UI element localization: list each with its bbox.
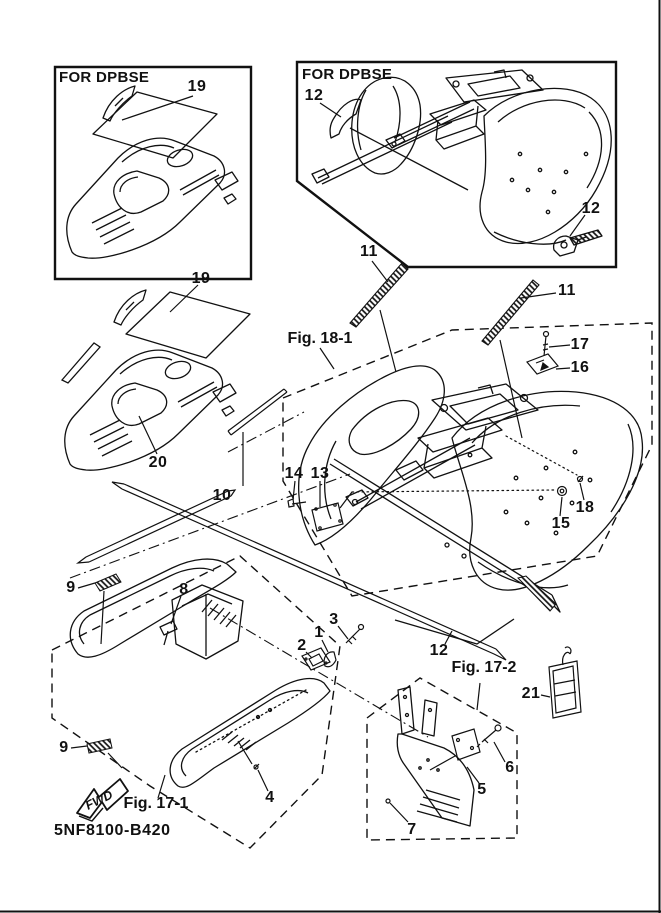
inset-box-2-label: FOR DPBSE xyxy=(302,66,393,83)
fwd-arrow-label: FWD xyxy=(83,787,115,813)
callout-3: 3 xyxy=(329,611,339,628)
fasteners-group xyxy=(288,332,583,532)
callout-18: 18 xyxy=(575,499,595,516)
callout-11: 11 xyxy=(360,243,378,260)
warning-tag-21 xyxy=(549,647,581,718)
figure-label: Fig. 17-1 xyxy=(123,795,189,812)
front-fender-exploded-view xyxy=(62,290,250,470)
side-deflector-blade xyxy=(62,343,100,383)
inset-box-front-fender xyxy=(55,67,251,279)
callout-13: 13 xyxy=(310,465,330,482)
fig-17-1-fasteners xyxy=(254,625,364,770)
callout-5: 5 xyxy=(477,781,487,798)
callout-12: 12 xyxy=(429,642,449,659)
screw-3 xyxy=(346,629,360,644)
bolt-14 xyxy=(288,499,306,507)
screw-17 xyxy=(543,336,548,356)
graphic-decal-11-left xyxy=(350,263,408,327)
footwell-panels xyxy=(70,559,330,787)
callout-17: 17 xyxy=(570,336,590,353)
trim-strip-10 xyxy=(78,490,235,563)
graphic-decal-11-right xyxy=(482,280,539,345)
callout-9: 9 xyxy=(59,739,69,756)
callout-4: 4 xyxy=(265,789,275,806)
screw-7 xyxy=(386,799,390,803)
callout-19: 19 xyxy=(191,270,211,287)
screw-6 xyxy=(477,730,496,747)
emblem-decal-9-upper xyxy=(95,574,121,591)
callout-1: 1 xyxy=(314,624,324,641)
alignment-dotted-lines xyxy=(352,436,577,492)
callout-11: 11 xyxy=(558,282,576,299)
washer-15 xyxy=(558,487,567,496)
mud-guard-panel xyxy=(397,687,474,826)
callout-19: 19 xyxy=(187,78,207,95)
callout-12: 12 xyxy=(581,200,601,217)
callout-14: 14 xyxy=(284,465,304,482)
fig-18-1-dashed-border xyxy=(283,323,652,596)
plate-5 xyxy=(452,729,480,760)
trim-strip-12-long xyxy=(112,482,506,660)
figure-label: Fig. 18-1 xyxy=(287,330,353,347)
callout-12: 12 xyxy=(304,87,324,104)
inset-box-1-label: FOR DPBSE xyxy=(59,69,150,86)
fig-17-2-region xyxy=(367,647,581,840)
inset-box-rear-fender xyxy=(297,62,616,267)
callout-16: 16 xyxy=(570,359,590,376)
screw-17-head xyxy=(544,332,549,337)
trim-blade-10-mounted xyxy=(228,389,287,435)
fig-18-1-region xyxy=(78,263,652,660)
callout-20: 20 xyxy=(148,454,168,471)
fwd-arrow xyxy=(77,779,128,821)
part-code: 5NF8100-B420 xyxy=(54,822,171,839)
trim-latch-12 xyxy=(554,230,602,256)
emblem-decal-9-lower xyxy=(87,739,112,753)
rear-fender-assembly-main xyxy=(299,366,643,644)
axis-chain-lines xyxy=(70,412,428,737)
callout-7: 7 xyxy=(407,821,417,838)
callout-2: 2 xyxy=(297,637,307,654)
callout-9: 9 xyxy=(66,579,76,596)
callout-10: 10 xyxy=(212,487,232,504)
fig-17-2-dashed-border xyxy=(367,678,517,840)
callout-21: 21 xyxy=(521,685,541,702)
callout-15: 15 xyxy=(551,515,571,532)
callout-6: 6 xyxy=(505,759,515,776)
figure-label: Fig. 17-2 xyxy=(451,659,517,676)
callout-8: 8 xyxy=(179,581,189,598)
